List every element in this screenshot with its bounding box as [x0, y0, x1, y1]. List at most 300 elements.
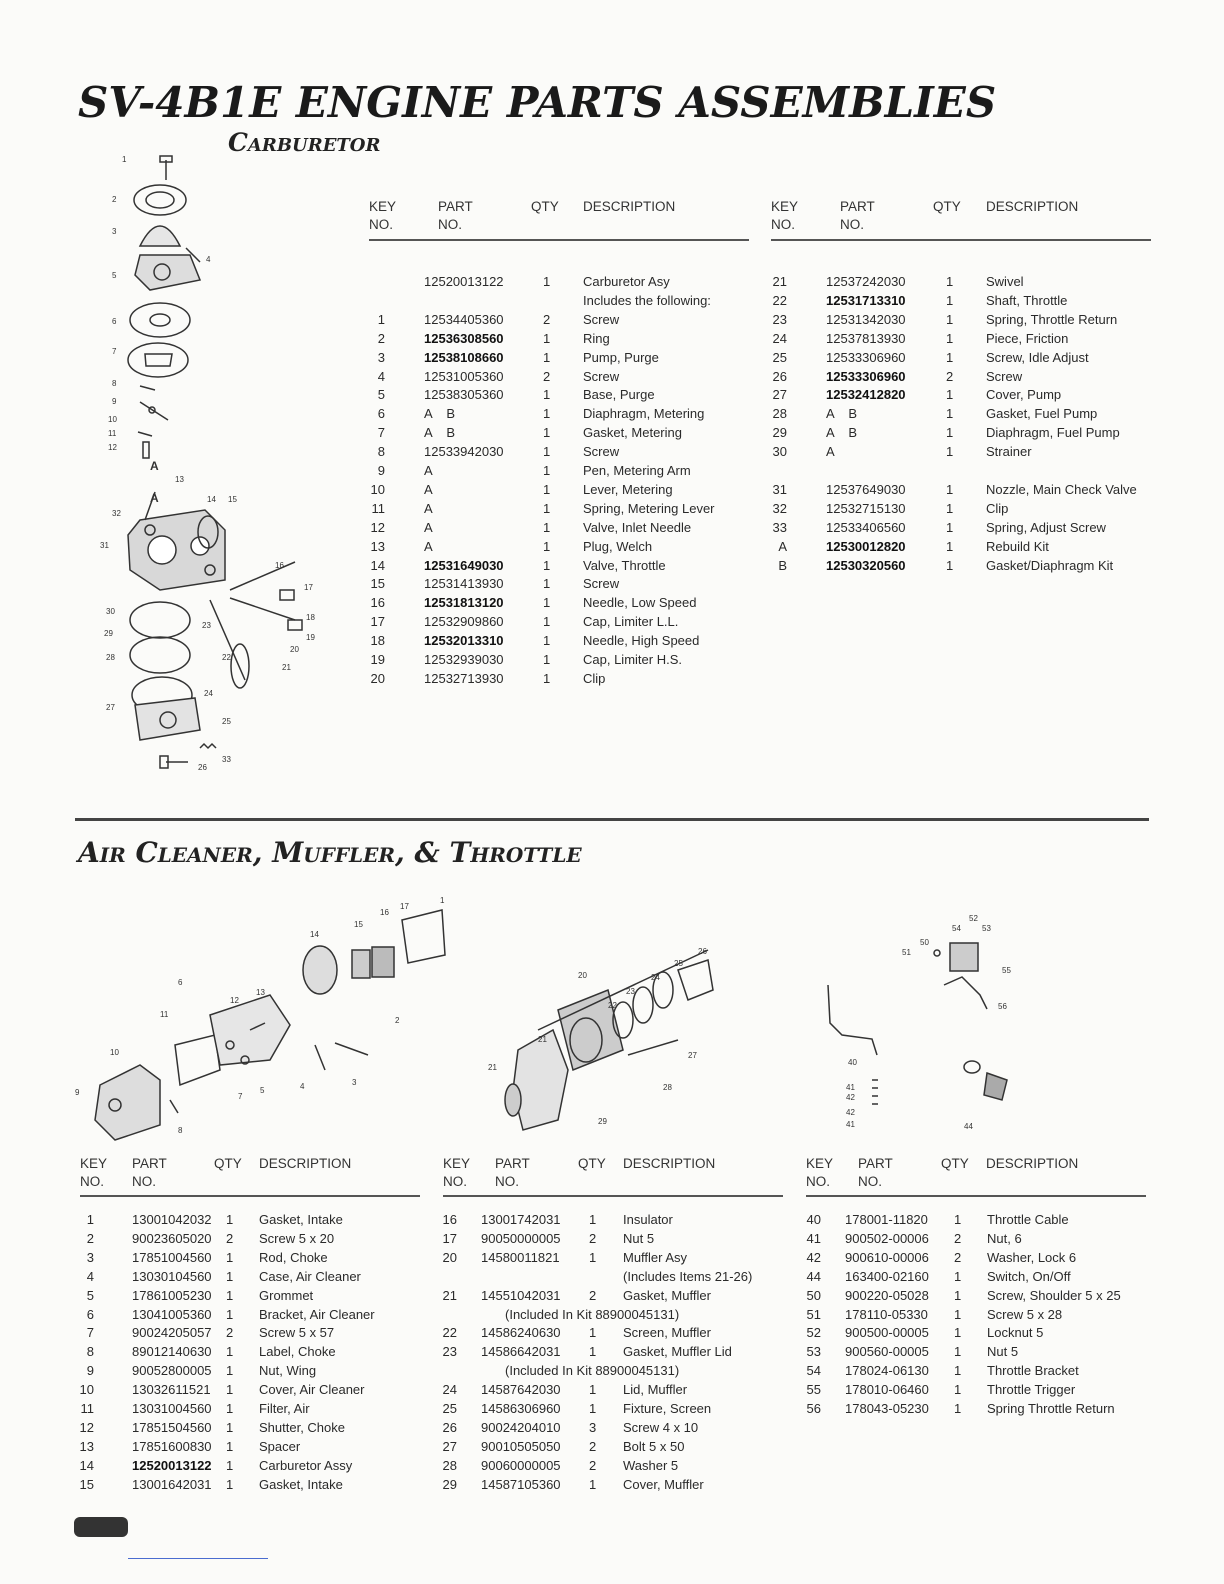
key-cell: 41	[806, 1230, 821, 1246]
parts-row	[806, 1210, 1146, 1229]
svg-text:42: 42	[846, 1108, 855, 1117]
svg-text:20: 20	[290, 645, 299, 654]
part-number-cell: 12532939030	[424, 652, 504, 667]
svg-text:17: 17	[304, 583, 313, 592]
key-cell: 8	[86, 1344, 94, 1360]
qty-cell: 2	[589, 1438, 597, 1454]
qty-cell: 1	[226, 1457, 234, 1473]
part-number-cell: A	[826, 444, 835, 460]
svg-text:4: 4	[206, 255, 211, 264]
description-cell: Diaphragm, Fuel Pump	[986, 425, 1120, 441]
parts-row	[443, 1437, 783, 1456]
key-cell: 1	[377, 311, 385, 327]
key-cell: 22	[772, 292, 787, 308]
qty-cell: 1	[543, 576, 551, 592]
svg-text:2: 2	[395, 1016, 400, 1025]
parts-row	[80, 1248, 420, 1267]
key-cell: 53	[806, 1344, 821, 1360]
description-cell: Pen, Metering Arm	[583, 463, 691, 478]
qty-cell: 1	[543, 670, 551, 686]
qty-cell: 1	[543, 519, 551, 535]
description-cell: Nut, 6	[987, 1230, 1022, 1246]
parts-row	[369, 291, 749, 310]
parts-row	[771, 442, 1151, 461]
header-rule	[771, 239, 1151, 241]
svg-text:2: 2	[112, 195, 117, 204]
qty-cell: 2	[589, 1230, 597, 1246]
key-cell: 16	[370, 595, 385, 611]
svg-text:23: 23	[626, 987, 635, 996]
part-number-cell: 12520013122	[132, 1457, 212, 1473]
header-qty: QTY	[531, 199, 559, 214]
qty-cell: 1	[543, 387, 551, 403]
description-cell: Nut, Wing	[259, 1363, 317, 1379]
parts-row	[443, 1475, 783, 1494]
svg-text:5: 5	[112, 271, 117, 280]
key-cell: 32	[772, 500, 787, 516]
description-cell: Spring, Throttle Return	[986, 311, 1118, 327]
qty-cell: 1	[946, 387, 954, 403]
parts-row	[369, 385, 749, 404]
description-cell: Switch, On/Off	[987, 1268, 1071, 1284]
svg-text:31: 31	[100, 541, 109, 550]
parts-row	[443, 1418, 783, 1437]
description-cell: Fixture, Screen	[623, 1401, 712, 1416]
description-cell: Screw 5 x 28	[987, 1306, 1063, 1322]
parts-row	[443, 1456, 783, 1475]
description-cell: Needle, High Speed	[583, 633, 700, 649]
qty-cell: 2	[946, 368, 954, 384]
qty-cell: 1	[589, 1325, 597, 1341]
part-number-cell: A B	[826, 425, 858, 441]
key-cell: 7	[86, 1325, 94, 1341]
part-number-cell: 90060000005	[481, 1457, 561, 1473]
parts-row	[806, 1267, 1146, 1286]
svg-text:22: 22	[222, 653, 231, 662]
section-title-carburetor: Carburetor	[228, 128, 381, 157]
description-cell: Label, Choke	[259, 1344, 336, 1360]
header-part: PART NO.	[858, 1156, 893, 1189]
parts-row	[771, 329, 1151, 348]
qty-cell: 1	[589, 1382, 597, 1398]
description-cell: Piece, Friction	[986, 330, 1069, 346]
description-cell: Screw, Shoulder 5 x 25	[987, 1287, 1121, 1303]
header-qty: QTY	[933, 199, 961, 214]
parts-row	[443, 1342, 783, 1361]
qty-cell: 1	[946, 444, 954, 460]
part-number-cell: A	[424, 538, 433, 554]
key-cell: 44	[806, 1268, 821, 1284]
description-cell: Muffler Asy	[623, 1249, 688, 1265]
description-cell: Nozzle, Main Check Valve	[986, 481, 1137, 497]
part-number-cell: 14586240630	[481, 1325, 561, 1341]
key-cell: 17	[370, 614, 385, 630]
part-number-cell: A	[424, 500, 433, 516]
description-cell: Throttle Bracket	[987, 1363, 1079, 1379]
key-cell: 50	[806, 1287, 821, 1303]
part-number-cell: 178043-05230	[845, 1401, 929, 1416]
key-cell: 20	[442, 1249, 457, 1265]
part-number-cell: 900610-00006	[845, 1249, 929, 1265]
parts-row	[443, 1323, 783, 1342]
part-number-cell: 178001-11820	[845, 1212, 928, 1227]
parts-row	[771, 310, 1151, 329]
qty-cell: 1	[543, 500, 551, 516]
page-number-mark	[74, 1517, 128, 1537]
svg-text:7: 7	[238, 1092, 243, 1101]
qty-cell: 1	[589, 1401, 597, 1416]
qty-cell: 1	[954, 1382, 962, 1398]
key-cell: 6	[86, 1306, 94, 1322]
key-cell: 33	[772, 519, 787, 535]
section-title-air-cleaner: Air Cleaner, Muffler, & Throttle	[78, 836, 582, 869]
qty-cell: 1	[954, 1363, 962, 1379]
part-number-cell: 900220-05028	[845, 1287, 929, 1303]
description-cell: Washer, Lock 6	[987, 1249, 1077, 1265]
svg-text:10: 10	[108, 415, 117, 424]
description-cell: Ring	[583, 330, 610, 346]
qty-cell: 1	[543, 274, 551, 289]
part-number-cell: 12532412820	[826, 387, 906, 403]
key-cell: 55	[806, 1382, 821, 1398]
qty-cell: 2	[589, 1457, 597, 1473]
qty-cell: 2	[226, 1325, 234, 1341]
parts-row	[369, 272, 749, 291]
svg-text:22: 22	[608, 1001, 617, 1010]
part-number-cell: 900502-00006	[845, 1230, 929, 1246]
parts-row	[369, 499, 749, 518]
key-cell: 8	[377, 444, 385, 460]
qty-cell: 1	[226, 1401, 234, 1416]
key-cell: 10	[79, 1382, 94, 1398]
part-number-cell: 12531813120	[424, 595, 504, 611]
key-cell: 3	[377, 349, 385, 365]
part-number-cell: 12537649030	[826, 481, 906, 497]
part-number-cell: 90052800005	[132, 1363, 212, 1379]
key-cell: 10	[370, 481, 385, 497]
part-number-cell: 12537813930	[826, 330, 906, 346]
parts-row	[443, 1361, 783, 1380]
part-number-cell: 13001042032	[132, 1212, 212, 1227]
description-cell: Washer 5	[623, 1457, 679, 1473]
header-description: DESCRIPTION	[986, 199, 1079, 214]
part-number-cell: 900500-00005	[845, 1325, 929, 1341]
key-cell: 52	[806, 1325, 821, 1341]
qty-cell: 1	[226, 1476, 234, 1492]
svg-text:28: 28	[106, 653, 115, 662]
description-cell: Pump, Purge	[583, 349, 659, 365]
svg-text:8: 8	[112, 379, 117, 388]
parts-row	[80, 1475, 420, 1494]
parts-row	[369, 574, 749, 593]
description-cell: Screw 4 x 10	[623, 1419, 699, 1435]
parts-row	[80, 1267, 420, 1286]
part-number-cell: A B	[424, 406, 456, 422]
description-cell: Diaphragm, Metering	[583, 406, 705, 422]
svg-text:54: 54	[952, 924, 961, 933]
part-number-cell: 14586306960	[481, 1401, 561, 1416]
part-number-cell: 13001742031	[481, 1212, 561, 1227]
muffler-exploded-diagram	[478, 930, 738, 1140]
svg-text:18: 18	[306, 613, 315, 622]
header-description: DESCRIPTION	[583, 199, 676, 214]
part-number-cell: 12532715130	[826, 500, 906, 516]
description-cell: Screen, Muffler	[623, 1325, 711, 1341]
qty-cell: 1	[954, 1212, 962, 1227]
part-number-cell: 12533942030	[424, 444, 504, 460]
parts-row	[771, 367, 1151, 386]
parts-row	[771, 385, 1151, 404]
part-number-cell: A B	[826, 406, 858, 422]
part-number-cell: 14587642030	[481, 1382, 561, 1398]
description-cell: Screw	[986, 368, 1023, 384]
part-number-cell: 90023605020	[132, 1230, 212, 1246]
part-number-cell: 90024205057	[132, 1325, 212, 1341]
header-key: KEY NO.	[806, 1156, 834, 1189]
svg-text:51: 51	[902, 948, 911, 957]
qty-cell: 1	[946, 519, 954, 535]
svg-text:40: 40	[848, 1058, 857, 1067]
qty-cell: 1	[543, 614, 551, 630]
description-cell: Gasket, Muffler Lid	[623, 1344, 732, 1360]
key-cell: 40	[806, 1212, 821, 1227]
description-cell: Valve, Inlet Needle	[583, 519, 692, 535]
svg-text:33: 33	[222, 755, 231, 764]
qty-cell: 1	[226, 1287, 234, 1303]
svg-text:13: 13	[175, 475, 184, 484]
key-cell: 20	[370, 670, 385, 686]
part-number-cell: 14587105360	[481, 1476, 561, 1492]
qty-cell: 1	[946, 425, 954, 441]
key-cell: 4	[377, 368, 385, 384]
parts-row	[80, 1305, 420, 1324]
parts-row	[80, 1342, 420, 1361]
parts-row	[80, 1380, 420, 1399]
description-cell: Spacer	[259, 1438, 301, 1454]
key-cell: 29	[442, 1476, 457, 1492]
parts-row	[369, 367, 749, 386]
key-cell: 27	[442, 1438, 457, 1454]
part-number-cell: 12531005360	[424, 368, 504, 384]
key-cell: 21	[772, 274, 787, 289]
key-cell: 7	[377, 425, 385, 441]
svg-text:11: 11	[108, 429, 117, 438]
part-number-cell: 12532909860	[424, 614, 504, 630]
key-cell: A	[778, 538, 787, 554]
key-cell: 14	[79, 1457, 94, 1473]
header-rule	[80, 1195, 420, 1197]
part-number-cell: 12530320560	[826, 557, 906, 573]
part-number-cell: A	[424, 481, 433, 497]
qty-cell: 3	[589, 1419, 597, 1435]
description-cell: Swivel	[986, 274, 1024, 289]
part-number-cell: 900560-00005	[845, 1344, 929, 1360]
parts-row	[80, 1210, 420, 1229]
key-cell: 17	[442, 1230, 457, 1246]
key-cell: 51	[806, 1306, 821, 1322]
svg-text:12: 12	[108, 443, 117, 452]
part-number-cell: 90024204010	[481, 1419, 561, 1435]
parts-row	[369, 537, 749, 556]
key-cell: 26	[772, 368, 787, 384]
header-part: PART NO.	[840, 199, 875, 232]
description-cell: Bracket, Air Cleaner	[259, 1306, 375, 1322]
parts-row	[369, 423, 749, 442]
svg-text:1: 1	[440, 896, 445, 905]
key-cell: 25	[772, 349, 787, 365]
svg-text:53: 53	[982, 924, 991, 933]
key-cell: 12	[79, 1419, 94, 1435]
svg-text:41: 41	[846, 1083, 855, 1092]
header-key: KEY NO.	[369, 199, 397, 232]
svg-text:9: 9	[112, 397, 117, 406]
part-number-cell: 12530012820	[826, 538, 906, 554]
svg-text:29: 29	[104, 629, 113, 638]
parts-row	[771, 518, 1151, 537]
qty-cell: 1	[226, 1382, 234, 1398]
key-cell: 3	[86, 1249, 94, 1265]
parts-row	[443, 1286, 783, 1305]
description-cell: Screw, Idle Adjust	[986, 349, 1089, 365]
description-cell: Gasket, Intake	[259, 1476, 343, 1492]
parts-row	[369, 518, 749, 537]
qty-cell: 1	[543, 652, 551, 667]
description-cell: Shutter, Choke	[259, 1419, 345, 1435]
part-number-cell: 12537242030	[826, 274, 906, 289]
description-cell: Strainer	[986, 444, 1032, 460]
description-cell: Throttle Trigger	[987, 1382, 1076, 1398]
part-number-cell: A B	[424, 425, 456, 441]
svg-text:7: 7	[112, 347, 117, 356]
key-cell: 5	[377, 387, 385, 403]
parts-row	[369, 461, 749, 480]
part-number-cell: 178024-06130	[845, 1363, 929, 1379]
footer-rule	[128, 1558, 268, 1559]
qty-cell: 1	[946, 349, 954, 365]
part-number-cell: 90050000005	[481, 1230, 561, 1246]
parts-row	[771, 348, 1151, 367]
description-cell: Rod, Choke	[259, 1249, 328, 1265]
part-number-cell: 17851504560	[132, 1419, 212, 1435]
kit-note: (Included In Kit 88900045131)	[505, 1363, 680, 1379]
qty-cell: 1	[543, 330, 551, 346]
svg-text:27: 27	[688, 1051, 697, 1060]
qty-cell: 1	[589, 1476, 597, 1492]
description-cell: Case, Air Cleaner	[259, 1268, 361, 1284]
qty-cell: 1	[946, 481, 954, 497]
parts-row	[369, 348, 749, 367]
kit-note: (Included In Kit 88900045131)	[505, 1306, 680, 1322]
key-cell: 21	[442, 1287, 457, 1303]
parts-row	[443, 1248, 783, 1267]
parts-row	[771, 404, 1151, 423]
parts-row	[806, 1342, 1146, 1361]
qty-cell: 1	[946, 557, 954, 573]
qty-cell: 1	[954, 1344, 962, 1360]
key-cell: 13	[370, 538, 385, 554]
parts-row	[771, 272, 1151, 291]
svg-text:9: 9	[75, 1088, 80, 1097]
key-cell: B	[778, 557, 787, 573]
svg-text:10: 10	[110, 1048, 119, 1057]
header-description: DESCRIPTION	[259, 1156, 352, 1171]
qty-cell: 1	[226, 1306, 234, 1322]
svg-text:21: 21	[488, 1063, 497, 1072]
description-cell: Clip	[583, 670, 606, 686]
description-cell: Lid, Muffler	[623, 1382, 688, 1398]
qty-cell: 1	[954, 1401, 962, 1416]
svg-text:6: 6	[178, 978, 183, 987]
key-cell: 15	[370, 576, 385, 592]
description-cell: Plug, Welch	[583, 538, 653, 554]
key-cell: 29	[772, 425, 787, 441]
description-cell: Screw	[583, 368, 620, 384]
key-cell: 22	[442, 1325, 457, 1341]
description-cell: Screw	[583, 311, 620, 327]
key-cell: 15	[79, 1476, 94, 1492]
key-cell: 9	[377, 463, 385, 478]
key-cell: 25	[442, 1401, 457, 1416]
parts-row	[80, 1456, 420, 1475]
part-number-cell: 12531713310	[826, 292, 906, 308]
part-number-cell: 12531413930	[424, 576, 504, 592]
parts-row	[771, 499, 1151, 518]
parts-row	[806, 1399, 1146, 1418]
part-number-cell: 14586642031	[481, 1344, 561, 1360]
qty-cell: 1	[589, 1344, 597, 1360]
parts-row	[806, 1361, 1146, 1380]
parts-row	[80, 1229, 420, 1248]
description-cell: Carburetor Assy	[259, 1457, 353, 1473]
key-cell: 27	[772, 387, 787, 403]
key-cell: 28	[772, 406, 787, 422]
parts-row	[806, 1380, 1146, 1399]
part-number-cell: 13001642031	[132, 1476, 212, 1492]
key-cell: 24	[442, 1382, 457, 1398]
key-cell: 24	[772, 330, 787, 346]
key-cell: 30	[772, 444, 787, 460]
description-cell: Gasket, Intake	[259, 1212, 343, 1227]
parts-row	[806, 1305, 1146, 1324]
description-cell: Screw 5 x 57	[259, 1325, 335, 1341]
part-number-cell: A	[424, 519, 433, 535]
qty-cell: 2	[589, 1287, 597, 1303]
part-number-cell: 12538108660	[424, 349, 504, 365]
key-cell: 18	[370, 633, 385, 649]
header-qty: QTY	[578, 1156, 606, 1171]
parts-row	[443, 1229, 783, 1248]
description-cell: Needle, Low Speed	[583, 595, 697, 611]
parts-row	[771, 423, 1151, 442]
svg-text:19: 19	[306, 633, 315, 642]
part-number-cell: 14551042031	[481, 1287, 561, 1303]
description-cell: Gasket/Diaphragm Kit	[986, 557, 1114, 573]
svg-text:17: 17	[400, 902, 409, 911]
svg-text:15: 15	[228, 495, 237, 504]
parts-row	[369, 612, 749, 631]
part-number-cell: 178110-05330	[845, 1306, 928, 1322]
parts-row	[369, 329, 749, 348]
parts-row	[806, 1248, 1146, 1267]
parts-row	[369, 631, 749, 650]
svg-text:32: 32	[112, 509, 121, 518]
parts-row	[771, 537, 1151, 556]
svg-text:15: 15	[354, 920, 363, 929]
qty-cell: 2	[954, 1249, 962, 1265]
description-cell: Insulator	[623, 1212, 673, 1227]
description-cell: Spring, Adjust Screw	[986, 519, 1106, 535]
description-cell: Gasket, Muffler	[623, 1287, 711, 1303]
